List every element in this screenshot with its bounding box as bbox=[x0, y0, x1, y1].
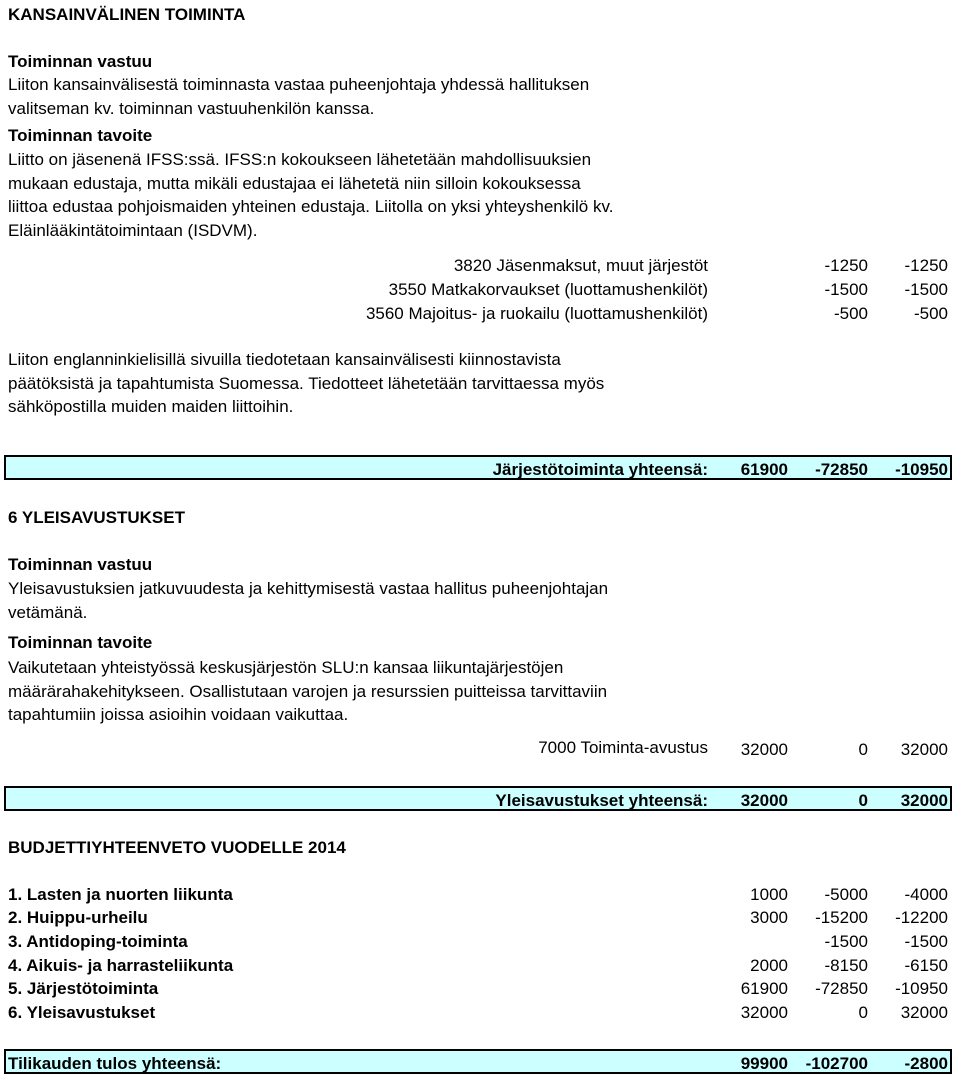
grants-total-income: 32000 bbox=[740, 791, 788, 810]
row-label: 3560 Majoitus- ja ruokailu (luottamushenkilöt) bbox=[365, 304, 708, 323]
org-total-income: 61900 bbox=[740, 460, 788, 479]
row-total: -10950 bbox=[895, 979, 948, 998]
grants-total-expense: 0 bbox=[858, 791, 868, 810]
row-income: 32000 bbox=[740, 740, 788, 759]
row-label: 3550 Matkakorvaukset (luottamushenkilöt) bbox=[388, 280, 708, 299]
row-expense: -15200 bbox=[815, 908, 868, 927]
international-responsibility-label: Toiminnan vastuu bbox=[8, 52, 153, 71]
grants-heading: 6 YLEISAVUSTUKSET bbox=[8, 508, 185, 527]
row-label: 2. Huippu-urheilu bbox=[8, 908, 148, 927]
row-total: -1250 bbox=[904, 256, 948, 275]
row-total: -12200 bbox=[895, 908, 948, 927]
text-line: mukaan edustaja, mutta mikäli edustajaa ei lähetetä niin silloin kokouksessa bbox=[8, 173, 581, 193]
international-goal-label: Toiminnan tavoite bbox=[8, 126, 153, 145]
grants-goal-text bbox=[8, 656, 607, 727]
grants-total-label: Yleisavustukset yhteensä: bbox=[495, 791, 708, 810]
row-expense: -1500 bbox=[824, 280, 868, 299]
row-expense: -5000 bbox=[824, 885, 868, 904]
row-label: 3. Antidoping-toiminta bbox=[8, 932, 188, 951]
row-income: 32000 bbox=[740, 1003, 788, 1022]
row-income: 1000 bbox=[750, 885, 788, 904]
org-total-expense: -72850 bbox=[815, 460, 868, 479]
international-heading: KANSAINVÄLINEN TOIMINTA bbox=[8, 5, 246, 24]
text-line: määrärahakehitykseen. Osallistutaan varojen ja resurssien puitteissa tarvittaviin bbox=[8, 681, 608, 701]
row-expense: -72850 bbox=[815, 979, 868, 998]
row-total: -6150 bbox=[904, 956, 948, 975]
row-total: -1500 bbox=[904, 280, 948, 299]
row-label: 7000 Toiminta-avustus bbox=[538, 738, 708, 757]
row-total: -4000 bbox=[904, 885, 948, 904]
text-line: päätöksistä ja tapahtumista Suomessa. Tiedotteet lähetetään tarvittaessa myös bbox=[8, 373, 605, 393]
text-line: Eläinlääkintätoimintaan (ISDVM). bbox=[8, 220, 258, 240]
row-total: -500 bbox=[913, 304, 948, 323]
text-line: Liitto on jäsenenä IFSS:ssä. IFSS:n kokoukseen lähetetään mahdollisuuksien bbox=[8, 150, 592, 169]
grants-total-bar bbox=[4, 786, 952, 811]
grants-total-sum: 32000 bbox=[900, 791, 948, 810]
final-total-sum: -2800 bbox=[904, 1054, 948, 1073]
text-line: Vaikutetaan yhteistyössä keskusjärjestön SLU:n kansaa liikuntajärjestöjen bbox=[8, 658, 564, 677]
org-total-sum: -10950 bbox=[895, 460, 948, 479]
grants-responsibility-label: Toiminnan vastuu bbox=[8, 555, 153, 574]
row-label: 6. Yleisavustukset bbox=[8, 1003, 156, 1022]
row-expense: 0 bbox=[858, 1003, 868, 1022]
row-income: 2000 bbox=[750, 956, 788, 975]
row-expense: -8150 bbox=[824, 956, 868, 975]
org-total-label: Järjestötoiminta yhteensä: bbox=[492, 460, 708, 479]
text-line: liittoa edustaa pohjoismaiden yhteinen edustaja. Liitolla on yksi yhteyshenkilö kv. bbox=[8, 197, 614, 216]
final-total-expense: -102700 bbox=[805, 1054, 868, 1073]
final-total-income: 99900 bbox=[740, 1054, 788, 1073]
text-line: valitseman kv. toiminnan vastuuhenkilön kanssa. bbox=[8, 98, 375, 118]
international-info-text bbox=[8, 348, 604, 419]
row-label: 5. Järjestötoiminta bbox=[8, 979, 159, 998]
text-line: Yleisavustuksien jatkuvuudesta ja kehittymisestä vastaa hallitus puheenjohtajan bbox=[8, 579, 609, 598]
row-total: 32000 bbox=[900, 740, 948, 759]
summary-heading: BUDJETTIYHTEENVETO VUODELLE 2014 bbox=[8, 838, 346, 857]
row-label: 4. Aikuis- ja harrasteliikunta bbox=[8, 956, 234, 975]
international-goal-text bbox=[8, 148, 613, 242]
text-line: vetämänä. bbox=[8, 602, 88, 622]
org-total-bar bbox=[4, 455, 952, 480]
row-total: -1500 bbox=[904, 932, 948, 951]
text-line: tapahtumiin joissa asioihin voidaan vaikuttaa. bbox=[8, 705, 349, 724]
row-income: 61900 bbox=[740, 979, 788, 998]
text-line: sähköpostilla muiden maiden liittoihin. bbox=[8, 397, 294, 416]
row-expense: -1500 bbox=[824, 932, 868, 951]
row-total: 32000 bbox=[900, 1003, 948, 1022]
row-income: 3000 bbox=[750, 908, 788, 927]
grants-goal-label: Toiminnan tavoite bbox=[8, 633, 153, 652]
row-expense: 0 bbox=[858, 740, 868, 759]
row-expense: -1250 bbox=[824, 256, 868, 275]
row-expense: -500 bbox=[833, 304, 868, 323]
final-total-label: Tilikauden tulos yhteensä: bbox=[8, 1054, 222, 1073]
row-label: 1. Lasten ja nuorten liikunta bbox=[8, 885, 233, 904]
international-responsibility-text bbox=[8, 73, 589, 120]
text-line: Liiton kansainvälisestä toiminnasta vastaa puheenjohtaja yhdessä hallituksen bbox=[8, 75, 590, 94]
grants-responsibility-text bbox=[8, 577, 608, 624]
text-line: Liiton englanninkielisillä sivuilla tiedotetaan kansainvälisesti kiinnostavista bbox=[8, 350, 561, 369]
row-label: 3820 Jäsenmaksut, muut järjestöt bbox=[453, 256, 708, 275]
